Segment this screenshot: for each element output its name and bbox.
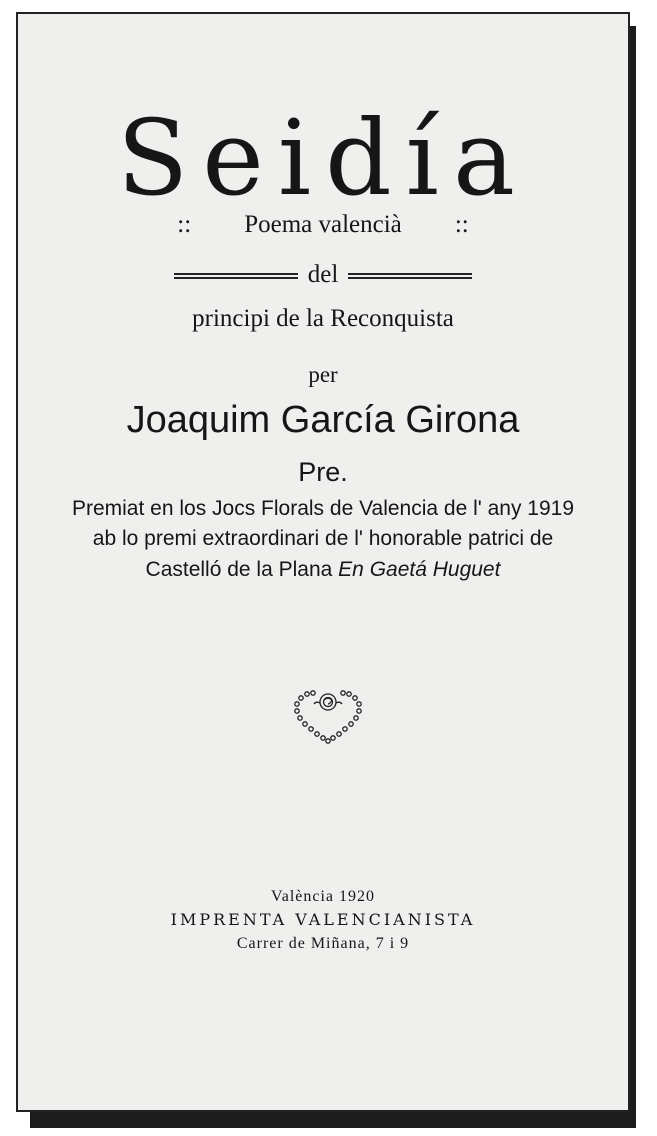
prize-line-3-plain: Castelló de la Plana	[145, 558, 333, 581]
connector-word: del	[307, 261, 339, 288]
prize-line-1: Premiat en los Jocs Florals de Valencia de l' any 1919	[71, 497, 575, 520]
subtitle-marks-right: ::	[454, 211, 469, 238]
double-rule-right	[348, 273, 472, 279]
author-name: Joaquim García Girona	[126, 399, 520, 441]
connector-row	[18, 260, 628, 290]
imprint-address: Carrer de Miñana, 7 i 9	[236, 935, 410, 952]
prize-honoree: En Gaetá Huguet	[338, 558, 501, 581]
subtitle-marks-left: ::	[177, 211, 192, 238]
author-title: Pre.	[298, 457, 348, 487]
heart-rose-ornament-icon	[293, 686, 363, 748]
book-title: Seidía	[117, 97, 529, 219]
imprint-place-year: València 1920	[270, 888, 376, 905]
subtitle-row	[18, 210, 628, 240]
subtitle: Poema valencià	[244, 211, 402, 238]
double-rule-left	[174, 273, 298, 279]
title-page	[16, 12, 630, 1112]
prize-line-3	[18, 557, 628, 583]
imprint-printer: IMPRENTA VALENCIANISTA	[170, 910, 476, 929]
by-line: per	[308, 362, 338, 387]
subject-line: principi de la Reconquista	[192, 305, 454, 332]
prize-line-2: ab lo premi extraordinari de l' honorable patrici de	[92, 527, 554, 550]
